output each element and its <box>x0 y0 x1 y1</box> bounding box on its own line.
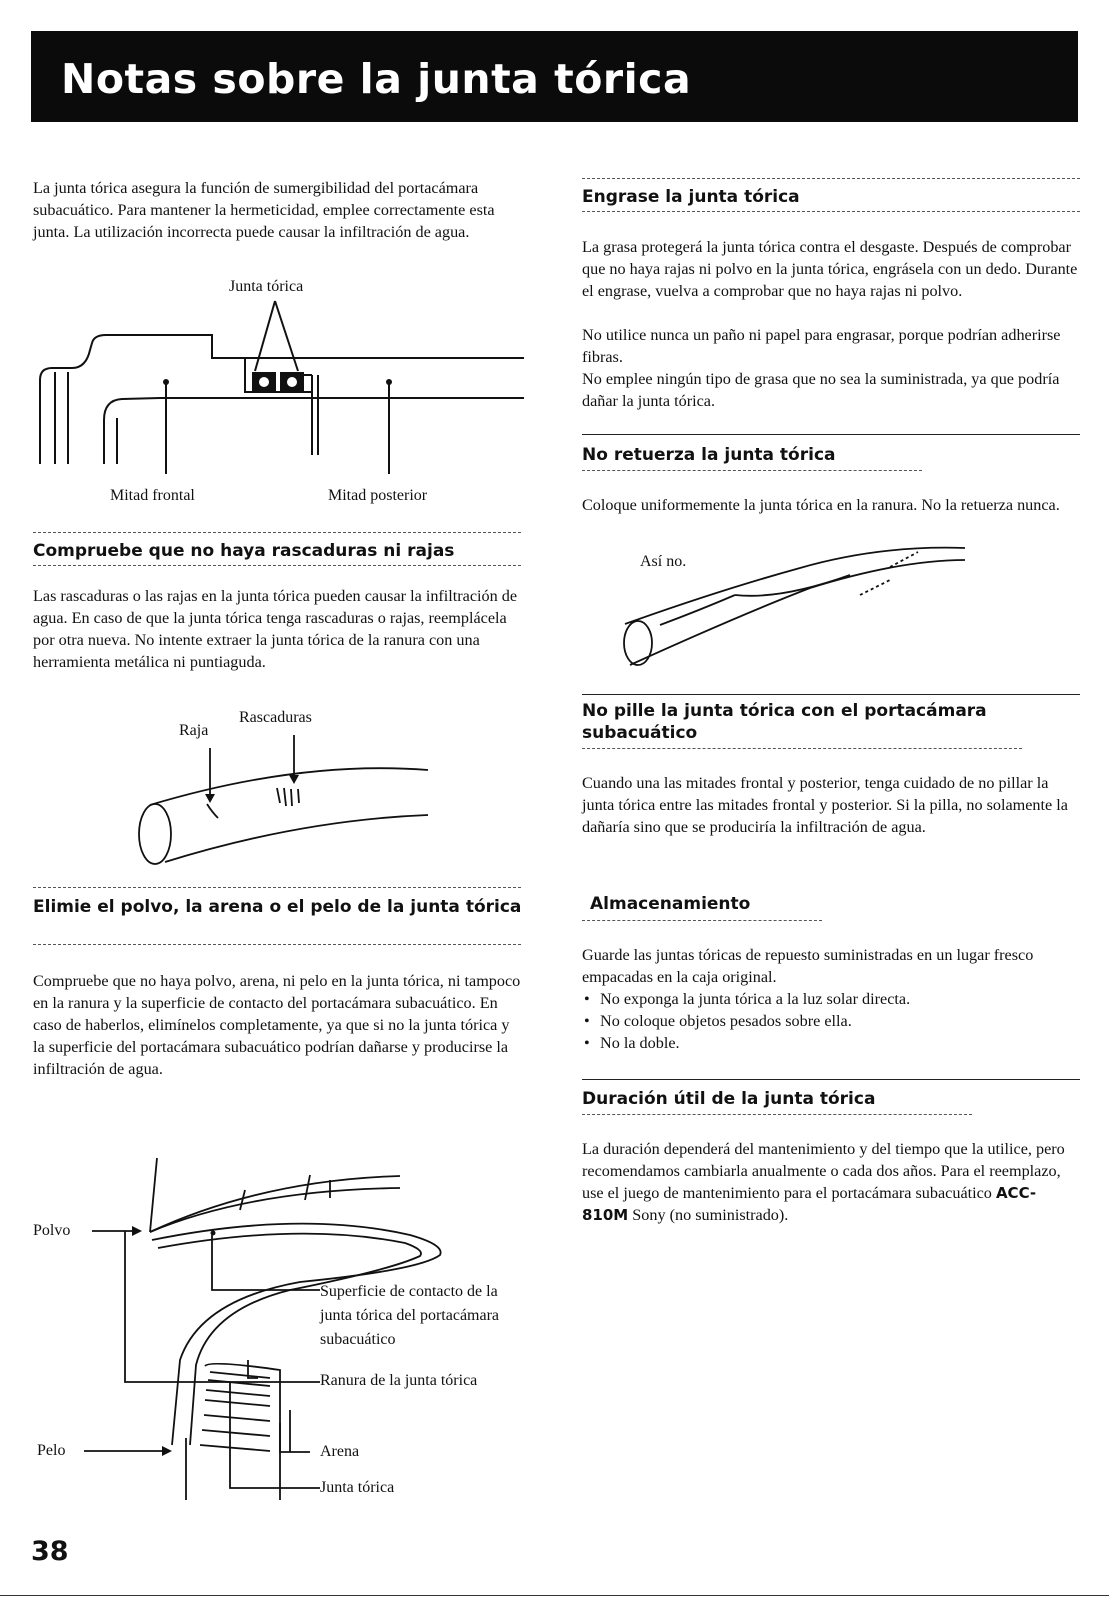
section-rule <box>582 920 822 921</box>
storage-text: Guarde las juntas tóricas de repuesto suministradas en un lugar fresco empacadas en la caja original. <box>582 946 1034 986</box>
section-rule <box>582 748 1022 749</box>
grease-text-1: La grasa protegerá la junta tórica contra el desgaste. Después de comprobar que no haya rajas ni polvo en la junta tórica, engrásela con un dedo. Durante el engrase, vuelva a comprobar que no haya rajas ni polvo. <box>582 238 1078 300</box>
heading-no-pinch: No pille la junta tórica con el portacámara subacuático <box>582 701 987 743</box>
heading-remove-dust: Elimie el polvo, la arena o el pelo de la junta tórica <box>33 897 522 917</box>
lifetime-text-a: La duración dependerá del mantenimiento y del tiempo que la utilice, pero recomendamos cambiarla anualmente o cada dos años. Para el reemplazo, use el juego de mantenimiento para el portacámara subacuático <box>582 1140 1065 1202</box>
label-arena: Arena <box>320 1443 360 1460</box>
list-item: • No exponga la junta tórica a la luz solar directa. <box>582 988 1080 1010</box>
page-title: Notas sobre la junta tórica <box>61 55 692 103</box>
label-polvo: Polvo <box>33 1222 71 1239</box>
grease-text-3: No emplee ningún tipo de grasa que no sea la suministrada, ya que podría dañar la junta tórica. <box>582 370 1060 410</box>
grease-text-2: No utilice nunca un paño ni papel para engrasar, porque podrían adherirse fibras. <box>582 326 1061 366</box>
label-asi-no: Así no. <box>640 553 687 570</box>
label-mitad-posterior: Mitad posterior <box>328 487 428 504</box>
check-scratches-text: Las rascaduras o las rajas en la junta tórica pueden causar la infiltración de agua. En caso de que la junta tórica tenga rascaduras o rajas, reemplácela por otra nueva. No intente extraer la junta tórica de la ranura con una herramienta metálica ni puntiaguda. <box>33 587 518 671</box>
heading-grease: Engrase la junta tórica <box>582 187 800 207</box>
no-pinch-text: Cuando una las mitades frontal y posterior, tenga cuidado de no pillar la junta tórica entre las mitades frontal y posterior. Si la pilla, no solamente la dañaría sino que se produciría la infiltración de agua. <box>582 774 1068 836</box>
intro-text: La junta tórica asegura la función de sumergibilidad del portacámara subacuático. Para mantener la hermeticidad, emplee correctamente esta junta. La utilización incorrecta puede causar la infiltración de agua. <box>33 179 495 241</box>
section-rule <box>582 1079 1080 1080</box>
page-bottom-rule <box>0 1595 1109 1596</box>
label-junta-torica-bottom: Junta tórica <box>320 1479 395 1496</box>
label-rascaduras: Rascaduras <box>239 709 312 726</box>
section-rule <box>582 694 1080 695</box>
section-rule <box>582 1114 972 1115</box>
storage-bullet-list <box>582 988 1080 1054</box>
heading-storage: Almacenamiento <box>590 894 751 914</box>
label-raja: Raja <box>179 722 209 739</box>
heading-no-twist: No retuerza la junta tórica <box>582 445 836 465</box>
model-number: ACC-810M <box>582 1184 1037 1224</box>
label-superficie-contacto: Superficie de contacto de la junta tórica del portacámara subacuático <box>320 1283 500 1348</box>
label-ranura: Ranura de la junta tórica <box>320 1372 478 1389</box>
heading-check-scratches: Compruebe que no haya rascaduras ni rajas <box>33 541 455 561</box>
list-item: • No coloque objetos pesados sobre ella. <box>582 1010 1080 1032</box>
lifetime-text <box>582 1138 1080 1226</box>
no-twist-text: Coloque uniformemente la junta tórica en la ranura. No la retuerza nunca. <box>582 496 1060 514</box>
list-item: • No la doble. <box>582 1032 1080 1054</box>
page-number: 38 <box>31 1536 69 1567</box>
remove-dust-text: Compruebe que no haya polvo, arena, ni pelo en la junta tórica, ni tampoco en la ranura y la superficie de contacto del portacámara subacuático. En caso de haberlos, elimínelos completamente, ya que si no la junta tórica y la superficie del portacámara subacuático podrían dañarse y producirse la infiltración de agua. <box>33 972 521 1078</box>
heading-lifetime: Duración útil de la junta tórica <box>582 1089 876 1109</box>
label-mitad-frontal: Mitad frontal <box>110 487 195 504</box>
lifetime-text-b: Sony (no suministrado). <box>628 1206 789 1224</box>
label-pelo: Pelo <box>37 1442 66 1459</box>
label-junta-torica: Junta tórica <box>229 278 304 295</box>
